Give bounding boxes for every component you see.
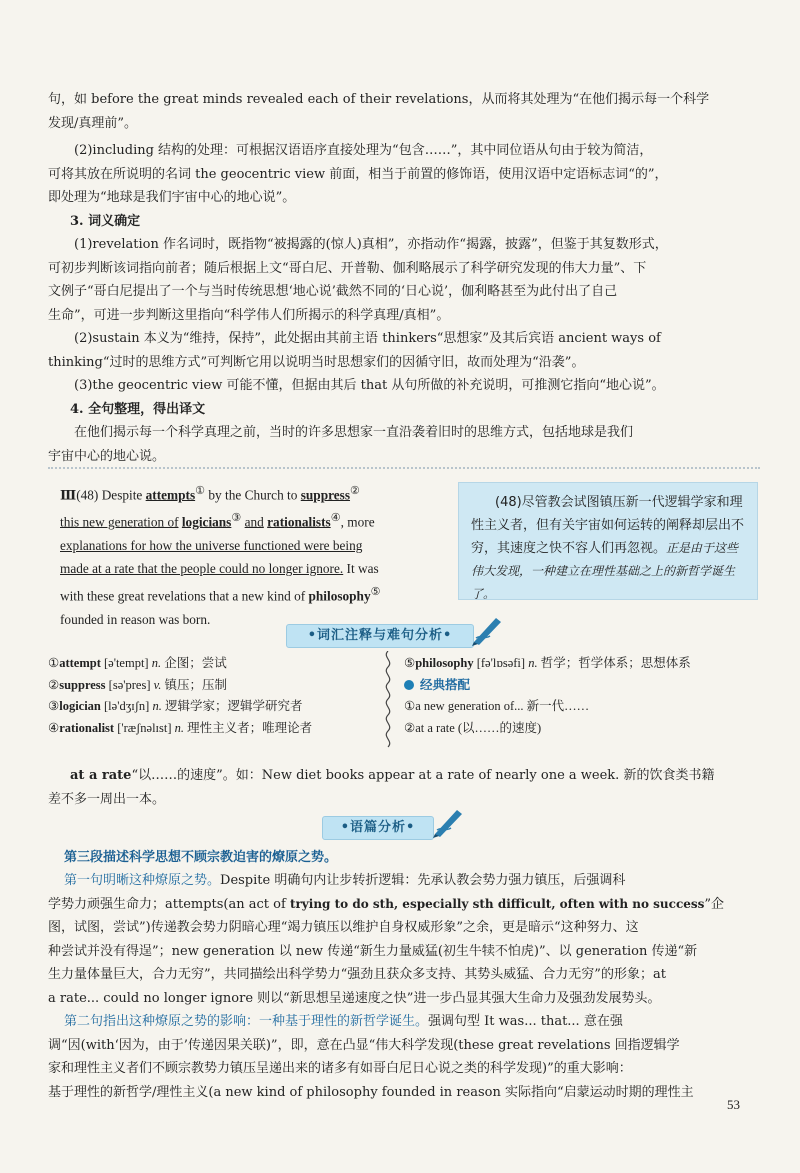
text-line: 家和理性主义者们不顾宗教势力镇压呈递出来的诸多有如哥白尼日心说之类的科学发现)”的重大影响： — [48, 1061, 632, 1076]
collocation-item: ②at a rate (以……的速度) — [404, 720, 542, 735]
part-of-speech: n. — [528, 656, 538, 670]
paragraph-5: (3)the geocentric view 可能不懂，但据由其后 that 从句所做的补充说明，可推测它指向“地心说”。 — [74, 378, 665, 393]
text-line: thinking“过时的思维方式”可判断它用以说明当时思想家们的因循守旧，故而处理为“沿袭”。 — [48, 354, 585, 370]
collocation-title: 经典搭配 — [420, 677, 471, 692]
lead-sentence: 第一句明晰这种燎原之势。 — [64, 873, 221, 888]
pen-icon — [431, 806, 465, 838]
translation-box — [458, 482, 758, 600]
vocab-word: suppress — [300, 487, 351, 503]
vocab-word: philosophy — [308, 588, 371, 604]
word: logician — [59, 699, 101, 713]
paragraph-4 — [48, 327, 760, 374]
text-line: 学势力顽强生命力；attempts(an act of — [48, 896, 290, 912]
footnote-marker: ③ — [231, 511, 242, 524]
text-line: Despite 明确句内让步转折逻辑：先承认教会势力强力镇压，后强调科 — [220, 873, 626, 888]
index: ③ — [48, 699, 60, 713]
footnote-marker: ④ — [330, 511, 341, 524]
text: by the Church to — [208, 487, 298, 503]
text-line: ”企 — [704, 896, 725, 912]
pronunciation: [fə'lɒsəfi] — [476, 656, 526, 670]
footnote-marker: ⑤ — [370, 585, 381, 598]
dotted-divider — [48, 467, 760, 469]
part-of-speech: n. — [152, 699, 162, 713]
text-line: 句，如 before the great minds revealed each of their revelations，从而将其处理为“在他们揭示每一个科学 — [48, 92, 710, 107]
vocab-item — [48, 696, 312, 718]
passage-48 — [60, 480, 452, 631]
pronunciation: ['ræʃnəlɪst] — [117, 720, 172, 735]
part-of-speech: n. — [174, 720, 185, 735]
part-of-speech: n. — [151, 656, 162, 670]
text: with these great revelations that a new kind of — [60, 588, 306, 604]
text: and — [244, 514, 264, 530]
wavy-divider — [382, 651, 394, 751]
text-line: 宇宙中心的地心说。 — [48, 448, 166, 464]
footnote-marker: ① — [195, 485, 206, 497]
text: this new generation of — [60, 514, 179, 530]
vocab-item — [404, 653, 691, 675]
text-line: (2)sustain 本义为“维持，保持”，此处据由其前主语 thinkers“思想家”及其后宾语 ancient ways of — [74, 331, 661, 346]
vocab-word: logicians — [181, 514, 232, 530]
text: made at a rate that the people could no longer ignore. — [60, 561, 344, 577]
text-line: 生力量体量巨大，合力无穷”，共同描绘出科学势力“强劲且获众多支持、其势头威猛、合力无穷”的形象；at — [48, 967, 666, 982]
index: ⑤ — [404, 656, 416, 670]
text: Despite — [101, 487, 143, 503]
definition: 哲学；哲学体系；思想体系 — [540, 656, 691, 670]
collocation-heading — [404, 675, 691, 697]
translation-text: (48)尽管教会试图镇压新一代逻辑学家和理性主义者，但有关宇宙如何运转的阐释却层出不穷，其速度之快不容人们再忽视。 — [471, 495, 745, 556]
definition: 理性主义者；唯理论者 — [187, 720, 313, 735]
text: explanations for how the universe functioned were being — [60, 537, 363, 553]
text-line: 发现/真理前”。 — [48, 115, 138, 131]
paragraph-2 — [48, 139, 760, 210]
vocab-section-title: •词汇注释与难句分析• — [286, 624, 474, 648]
word: philosophy — [415, 656, 474, 670]
collocation-item: ①a new generation of... 新一代…… — [404, 699, 590, 713]
pronunciation: [sə'pres] — [108, 677, 151, 692]
definition: 企图；尝试 — [164, 656, 227, 670]
word: suppress — [59, 677, 106, 692]
text-line: “以……的速度”。如：New diet books appear at a rate of nearly one a week. 新的饮食类书籍 — [131, 768, 715, 783]
vocab-list-left — [48, 653, 312, 739]
roman-numeral: Ⅲ — [60, 487, 77, 503]
part-of-speech: v. — [153, 677, 162, 692]
paragraph-3 — [48, 233, 760, 327]
vocab-item — [48, 718, 312, 740]
pronunciation: [ə'tempt] — [104, 656, 149, 670]
heading-4: 4. 全句整理，得出译文 — [70, 402, 206, 417]
paragraph-6 — [48, 421, 760, 468]
bullet-icon — [404, 680, 414, 690]
text-line: (1)revelation 作名词时，既指物“被揭露的(惊人)真相”，亦指动作“揭露，披露”，但鉴于其复数形式， — [74, 237, 668, 252]
discourse-heading: 第三段描述科学思想不顾宗教迫害的燎原之势。 — [64, 850, 338, 865]
heading-3: 3. 词义确定 — [70, 214, 141, 229]
definition: 逻辑学家；逻辑学研究者 — [164, 699, 303, 713]
discourse-section-title: •语篇分析• — [322, 816, 434, 840]
definition: 镇压；压制 — [164, 677, 228, 692]
text-line: 种尝试并没有得逞”；new generation 以 new 传递“新生力量威猛(初生牛犊不怕虎)”、以 generation 传递“新 — [48, 943, 698, 959]
pen-icon — [470, 614, 504, 646]
text-line: 在他们揭示每一个科学真理之前，当时的许多思想家一直沿袭着旧时的思维方式，包括地球是我们 — [74, 425, 634, 440]
text-line: a rate... could no longer ignore 则以“新思想呈递速度之快”进一步凸显其强大生命力及强劲发展势头。 — [48, 990, 661, 1006]
text-line: 即处理为“地球是我们宇宙中心的地心说”。 — [48, 190, 296, 205]
text: It was — [346, 561, 379, 577]
text: founded in reason was born. — [60, 611, 211, 627]
text: , more — [340, 514, 375, 530]
text-line: 可将其放在所说明的名词 the geocentric view 前面，相当于前置的修饰语，使用汉语中定语标志词“的”， — [48, 166, 668, 182]
pronunciation: [lə'dʒɪʃn] — [104, 699, 150, 713]
vocab-item — [48, 653, 312, 675]
word: attempt — [59, 656, 101, 670]
text-line: 文例子“哥白尼提出了一个与当时传统思想‘地心说’截然不同的‘日心说’，伽利略甚至为此付出了自己 — [48, 284, 618, 299]
note-term: at a rate — [70, 768, 132, 783]
paragraph-1 — [48, 88, 760, 135]
text-line: 强调句型 It was... that... 意在强 — [428, 1014, 623, 1029]
text-line: 图，试图，尝试”)传递教会势力阴暗心理“竭力镇压以维护自身权威形象”之余，更是暗示“这种努力、这 — [48, 920, 639, 935]
vocab-item — [48, 675, 312, 697]
discourse-paragraph-2 — [48, 1010, 760, 1104]
text-line: (2)including 结构的处理：可根据汉语语序直接处理为“包含……”，其中同位语从句由于较为简洁， — [74, 143, 653, 158]
translation-text-cursive: 正是由于这些伟大发现，一种建立在理性基础之上的新哲学诞生了。 — [471, 541, 739, 601]
footnote-marker: ② — [350, 485, 360, 497]
text-line: 调“因(with‘因为，由于’传递因果关联)”，即，意在凸显“伟大科学发现(these great revelations 回指逻辑学 — [48, 1037, 680, 1053]
vocab-list-right — [404, 653, 691, 739]
page-number: 53 — [727, 1097, 740, 1112]
text-line: 差不多一周出一本。 — [48, 791, 166, 807]
index: ④ — [48, 720, 60, 735]
text-line: 生命”，可进一步判断这里指向“科学伟人们所揭示的科学真理/真相”。 — [48, 307, 450, 323]
text-line: 可初步判断该词指向前者；随后根据上文“哥白尼、开普勒、伽利略展示了科学研究发现的伟大力量”、下 — [48, 260, 647, 276]
word: rationalist — [59, 720, 115, 735]
discourse-paragraph-1 — [48, 869, 760, 1010]
vocab-word: attempts — [145, 487, 196, 503]
definition-bold: trying to do sth, especially sth difficult, often with no success — [289, 896, 705, 911]
text-line: 基于理性的新哲学/理性主义(a new kind of philosophy founded in reason 实际指向“启蒙运动时期的理性主 — [48, 1084, 694, 1100]
note-paragraph — [48, 764, 760, 811]
index: ① — [48, 656, 60, 670]
lead-sentence: 第二句指出这种燎原之势的影响：一种基于理性的新哲学诞生。 — [64, 1014, 429, 1029]
index: ② — [48, 677, 60, 692]
sentence-number: (48) — [76, 487, 99, 503]
vocab-word: rationalists — [267, 514, 331, 530]
